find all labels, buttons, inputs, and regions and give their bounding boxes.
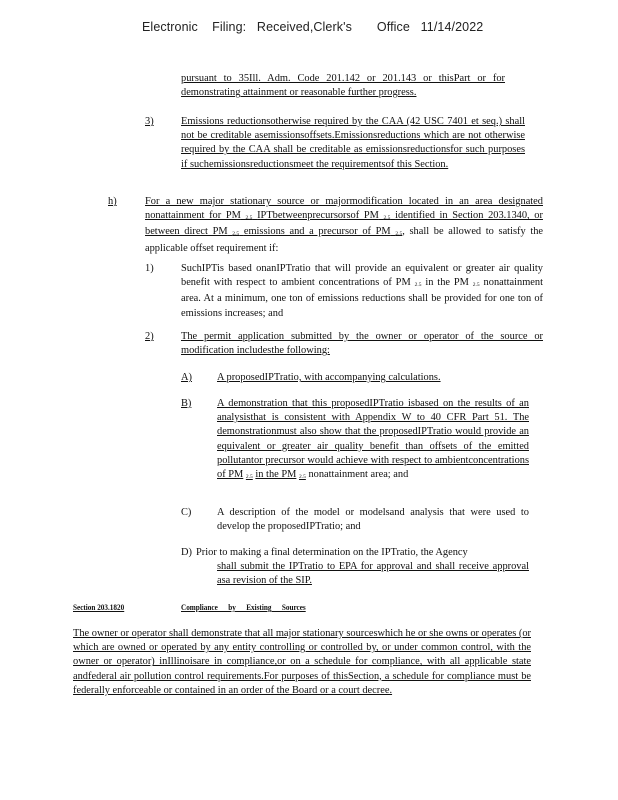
continuation-paragraph: pursuant to 35Ill. Adm. Code 201.142 or 201.143 or thisPart or for demonstrating attainment or reasonable further progress. [181, 73, 505, 99]
item-label-h: h) [108, 196, 117, 207]
item-label-C: C) [181, 507, 192, 518]
item-label-B: B) [181, 398, 192, 409]
item-3-paragraph: Emissions reductionsotherwise required by the CAA (42 USC 7401 et seq.) shall not be creditable asemissionsoffsets.Emissionsreductions which are not otherwise required by the CAA shall be creditable as emissionsreductionsfor such purposes if suchemissionsreductionsmeet the requirementsof this Section. [181, 116, 525, 170]
filing-header: Electronic Filing: Received,Clerk's Office 11/14/2022 [142, 20, 484, 34]
item-B-paragraph: A demonstration that this proposedIPTratio isbased on the results of an analysisthat is consistent with Appendix W to 40 CFR Part 51. The demonstrationmust also show that the proposedIPTratio would provide an equivalent or greater air quality benefit than offsets of the emitted pollutantor precursor would achieve with respect to ambientconcentrations of PM $_{2.5}$ in the PM $_{2.5}$ nonattainment area; and [217, 398, 529, 481]
item-2-paragraph: The permit application submitted by the owner or operator of the source or modification includesthe following: [181, 331, 543, 357]
item-label-3: 3) [145, 116, 154, 127]
section-body-paragraph: The owner or operator shall demonstrate that all major stationary sourceswhich he or she owns or operates (or which are owned or operated by any entity controlling or controlled by, or under common control, with the owner or operator) inIllinoisare in compliance,or on a schedule for compliance, with all applicable state andfederal air pollution control requirements.For purposes of thisSection, a schedule for compliance must be federally enforceable or contained in an order of the Board or a court decree. [73, 628, 531, 696]
item-h-paragraph: For a new major stationary source or majormodification located in an area designated nonattainment for PM $_{2.5}$ IPTbetweenprecursorsof PM $_{2.5}$ identified in Section 203.1340, or between direct PM $_{2.5}$ emissions and a precursor of PM $_{2.5}$, shall be allowed to satisfy the applicable offset requirement if: [145, 196, 544, 254]
section-number: Section 203.1820 [73, 603, 125, 612]
item-C-paragraph: A description of the model or modelsand analysis that were used to develop the proposedIPTratio; and [217, 507, 529, 533]
item-D-first-line: Prior to making a final determination on the IPTratio, the Agency [196, 547, 468, 558]
item-1-paragraph: SuchIPTis based onanIPTratio that will provide an equivalent or greater air quality benefit with respect to ambient concentrations of PM $_{2.5}$ in the PM $_{2.5}$ nonattainment area. At a minimum, one ton of emissions reductions shall be provided for one ton of emissions increases; and [181, 263, 543, 319]
item-D-paragraph: shall submit the IPTratio to EPA for approval and shall receive approval asa revision of the SIP. [217, 561, 529, 587]
section-title: Compliance by Existing Sources [181, 603, 306, 612]
item-label-1: 1) [145, 263, 154, 274]
item-label-D: D) [181, 547, 192, 558]
item-label-2: 2) [145, 331, 154, 342]
item-label-A: A) [181, 372, 192, 383]
item-A-paragraph: A proposedIPTratio, with accompanying calculations. [217, 372, 441, 383]
